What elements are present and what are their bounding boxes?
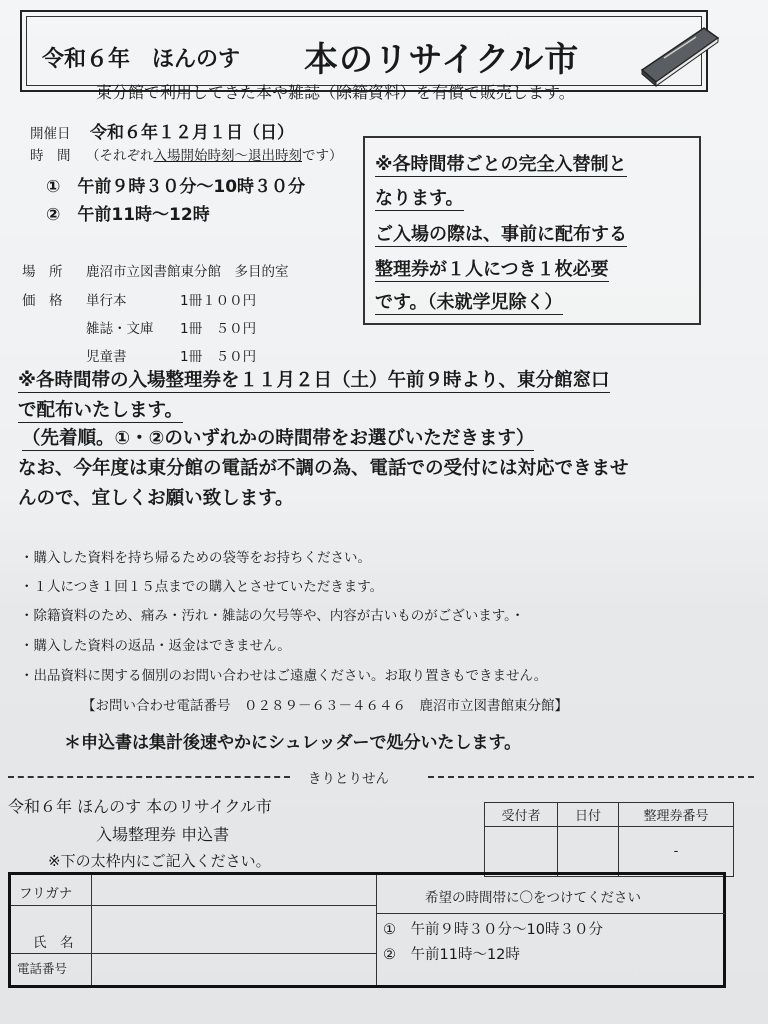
notice-line (375, 184, 464, 210)
time-label: 時 間 (30, 148, 71, 164)
price-value: 1冊 ５０円 (180, 349, 257, 365)
time-note-post: です） (302, 148, 343, 164)
time-slot-2: ② 午前11時～12時 (46, 205, 210, 225)
date-value: 令和６年１２月１日（日） (90, 123, 294, 143)
cut-line-right (428, 776, 754, 778)
price-item: 雑誌・文庫 (86, 321, 154, 337)
distribution-line-5: んので、宜しくお願い致します。 (18, 488, 294, 509)
distribution-line-1 (18, 366, 610, 392)
page-title: 本のリサイクル市 (304, 40, 580, 80)
receipt-cell[interactable] (558, 827, 619, 877)
notice-box (363, 136, 701, 325)
choice-header: 希望の時間帯に〇をつけてください (425, 890, 641, 906)
distribution-line-3-text: （先着順。①・②のいずれかの時間帯をお選びいただきます） (22, 428, 535, 449)
furigana-label: フリガナ (19, 886, 73, 902)
notice-line-text: 整理券が１人につき１枚必要 (375, 259, 609, 280)
receipt-header: 日付 (558, 803, 619, 827)
notice-line (375, 288, 563, 314)
form-divider (11, 953, 376, 954)
distribution-line-2-text: で配布いたします。 (18, 400, 184, 421)
rule-item: ・除籍資料のため、痛み・汚れ・雑誌の欠号等や、内容が古いものがございます。・ (20, 608, 525, 624)
notice-line-text: ご入場の際は、事前に配布する (375, 224, 627, 245)
price-value: 1冊１００円 (180, 293, 257, 309)
form-divider (376, 875, 377, 985)
distribution-line-4: なお、今年度は東分館の電話が不調の為、電話での受付には対応できませ (18, 458, 629, 479)
receipt-table (484, 802, 734, 877)
notice-line (375, 150, 627, 176)
receipt-header: 受付者 (485, 803, 558, 827)
rule-item: ・出品資料に関する個別のお問い合わせはご遠慮ください。お取り置きもできません。 (20, 668, 548, 684)
notice-line (375, 220, 627, 246)
date-label: 開催日 (30, 126, 71, 142)
phone-label: 電話番号 (17, 961, 68, 976)
notice-line-text: です。（未就学児除く） (375, 292, 563, 313)
phone-input[interactable] (95, 957, 371, 983)
receipt-cell[interactable] (485, 827, 558, 877)
form-title-1: 令和６年 ほんのす 本のリサイクル市 (8, 797, 272, 816)
receipt-header: 整理券番号 (619, 803, 734, 827)
notice-line (375, 255, 609, 281)
time-note-pre: （それぞれ (86, 148, 154, 164)
contact-info: 【お問い合わせ電話番号 ０２８９－６３－４６４６ 鹿沼市立図書館東分館】 (82, 698, 568, 714)
time-choice-2[interactable]: ② 午前11時～12時 (383, 947, 520, 963)
time-choice-1[interactable]: ① 午前９時３０分～10時３０分 (383, 922, 603, 938)
price-label: 価 格 (22, 293, 63, 309)
time-note (86, 144, 343, 164)
form-title-2: 入場整理券 申込書 (96, 825, 230, 844)
distribution-line-3 (22, 424, 534, 450)
receipt-cell[interactable]: - (619, 827, 734, 877)
title-prefix: 令和６年 ほんのす (42, 47, 241, 72)
notice-line-text: ※各時間帯ごとの完全入替制と (375, 154, 627, 175)
form-divider (91, 875, 92, 985)
furigana-input[interactable] (95, 879, 371, 903)
distribution-line-1-text: ※各時間帯の入場整理券を１１月２日（土）午前９時より、東分館窓口 (18, 370, 610, 391)
shred-note: ＊申込書は集計後速やかにシュレッダーで処分いたします。 (64, 733, 522, 753)
price-item: 単行本 (86, 293, 127, 309)
time-note-underlined: 入場開始時刻～退出時刻 (153, 148, 302, 164)
rule-item: ・購入した資料を持ち帰るための袋等をお持ちください。 (20, 550, 371, 566)
form-divider (11, 905, 376, 906)
price-value: 1冊 ５０円 (180, 321, 257, 337)
cut-line-label: きりとりせん (308, 771, 389, 787)
time-slot-1: ① 午前９時３０分～10時３０分 (46, 177, 306, 197)
distribution-line-2 (18, 396, 183, 422)
form-instruction: ※下の太枠内にご記入ください。 (48, 852, 271, 870)
rule-item: ・購入した資料の返品・返金はできません。 (20, 638, 291, 654)
rule-item: ・１人につき１回１５点までの購入とさせていただきます。 (20, 579, 384, 595)
cut-line-left (8, 776, 290, 778)
place-value: 鹿沼市立図書館東分館 多目的室 (86, 264, 289, 280)
notice-line-text: なります。 (375, 188, 464, 209)
name-label: 氏 名 (33, 935, 74, 951)
name-input[interactable] (95, 909, 371, 949)
form-divider (376, 913, 725, 914)
application-form (8, 872, 726, 988)
place-label: 場 所 (22, 264, 63, 280)
intro-text: 東分館で利用してきた本や雑誌（除籍資料）を有償で販売します。 (96, 83, 575, 102)
price-item: 児童書 (86, 349, 127, 365)
book-icon (634, 24, 722, 88)
